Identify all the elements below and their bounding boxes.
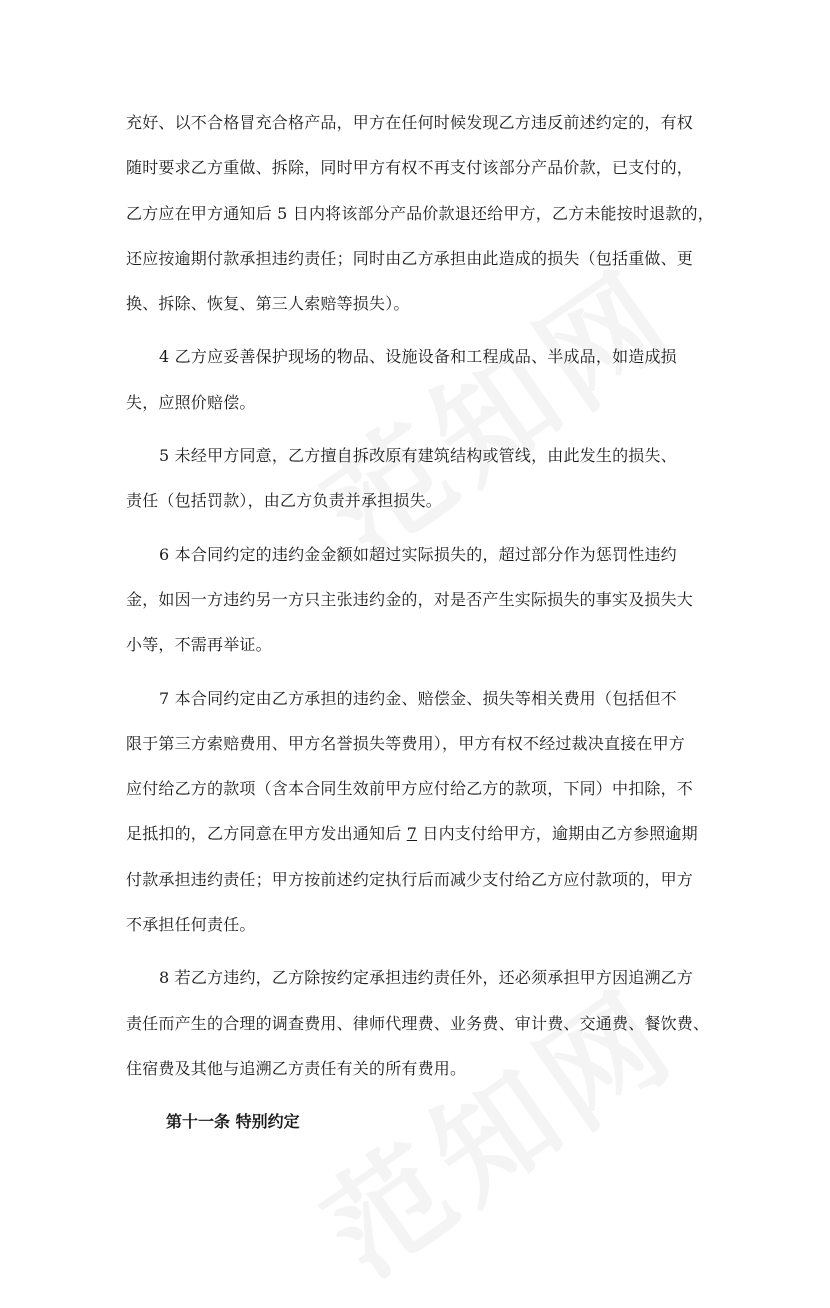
text-line: 应付给乙方的款项（含本合同生效前甲方应付给乙方的款项，下同）中扣除，不 — [126, 779, 694, 799]
text-line: 6 本合同约定的违约金金额如超过实际损失的，超过部分作为惩罚性违约 — [159, 544, 677, 564]
text-line: 充好、以不合格冒充合格产品，甲方在任何时候发现乙方违反前述约定的，有权 — [126, 113, 694, 132]
paragraph-clause-7 — [126, 676, 716, 948]
text-line: 责任而产生的合理的调查费用、律师代理费、业务费、审计费、交通费、餐饮费、 — [126, 1013, 710, 1033]
text-line: 限于第三方索赔费用、甲方名誉损失等费用），甲方有权不经过裁决直接在甲方 — [126, 733, 686, 753]
text-line: 小等，不需再举证。 — [126, 635, 272, 655]
days-value: 7 — [406, 824, 418, 844]
text-line: 不承担任何责任。 — [126, 915, 256, 935]
text-line: 失，应照价赔偿。 — [126, 392, 256, 412]
text-line: 随时要求乙方重做、拆除，同时甲方有权不再支付该部分产品价款，已支付的， — [126, 158, 694, 178]
paragraph-clause-6 — [126, 532, 716, 668]
paragraph-clause-4 — [126, 334, 716, 425]
text-segment: 足抵扣的，乙方同意在甲方发出通知后 — [126, 824, 402, 844]
paragraph-clause-5 — [126, 433, 716, 524]
text-line: 还应按逾期付款承担违约责任；同时由乙方承担由此造成的损失（包括重做、更 — [126, 248, 694, 268]
document-body — [126, 100, 716, 1144]
text-segment: 日内支付给甲方，逾期由乙方参照逾期 — [422, 824, 698, 844]
text-line: 4 乙方应妥善保护现场的物品、设施设备和工程成品、半成品，如造成损 — [159, 347, 677, 367]
paragraph-clause-8 — [126, 955, 716, 1091]
text-line: 金，如因一方违约另一方只主张违约金的，对是否产生实际损失的事实及损失大 — [126, 589, 694, 609]
text-line: 8 若乙方违约，乙方除按约定承担违约责任外，还必须承担甲方因追溯乙方 — [159, 968, 694, 988]
text-line: 5 未经甲方同意，乙方擅自拆改原有建筑结构或管线，由此发生的损失、 — [159, 446, 677, 466]
text-line: 付款承担违约责任；甲方按前述约定执行后而减少支付给乙方应付款项的，甲方 — [126, 869, 694, 889]
text-line: 住宿费及其他与追溯乙方责任有关的所有费用。 — [126, 1058, 467, 1078]
text-line: 7 本合同约定由乙方承担的违约金、赔偿金、损失等相关费用（包括但不 — [159, 688, 677, 708]
paragraph-continuation — [126, 100, 716, 326]
text-line: 责任（包括罚款），由乙方负责并承担损失。 — [126, 491, 443, 511]
section-heading: 第十一条 特别约定 — [166, 1112, 300, 1132]
text-line — [126, 811, 716, 856]
text-line: 换、拆除、恢复、第三人索赔等损失）。 — [126, 294, 410, 314]
text-line: 乙方应在甲方通知后 5 日内将该部分产品价款退还给甲方，乙方未能按时退款的， — [126, 203, 714, 223]
